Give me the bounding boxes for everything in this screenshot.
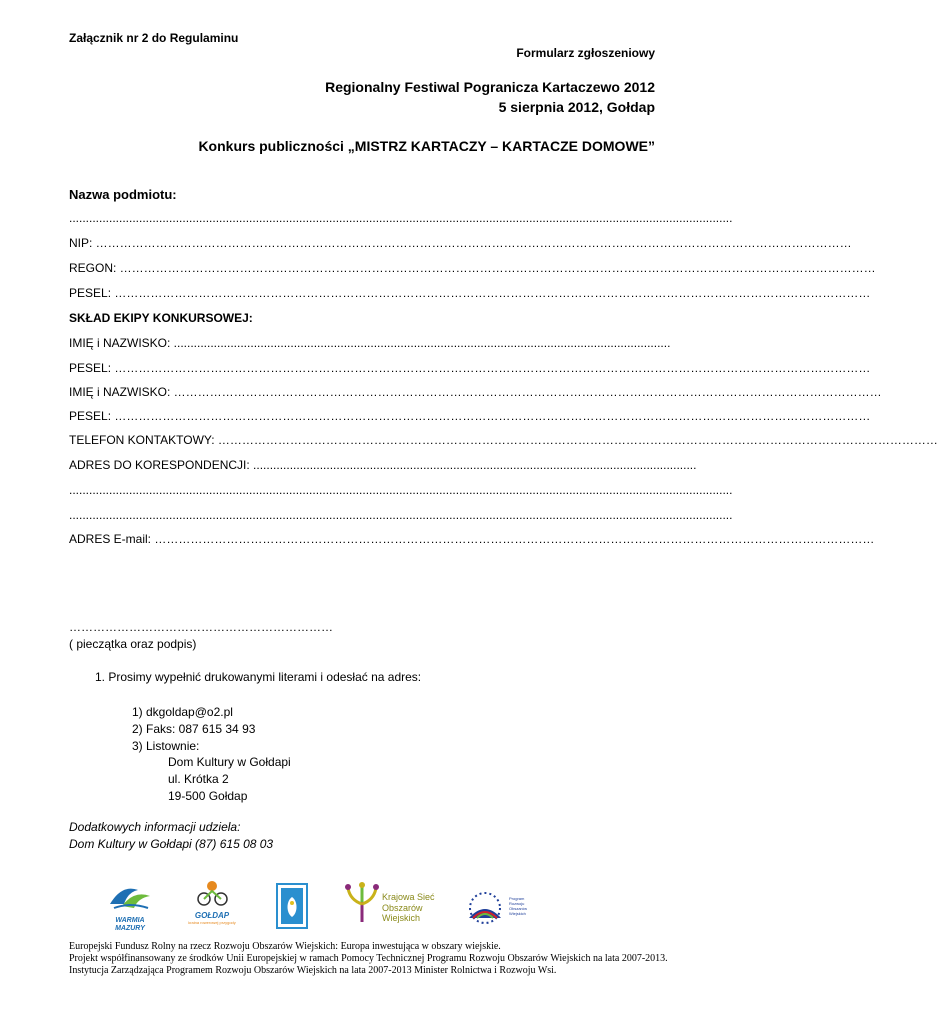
- prow-label: Program Rozwoju Obszarów Wiejskich: [509, 896, 528, 916]
- phone-field[interactable]: TELEFON KONTAKTOWY: ………………………………………………………………………………………………………………………………………………………………: [69, 433, 938, 447]
- member2-name-field[interactable]: IMIĘ i NAZWISKO: ……………………………………………………………………………………………………………………………………………………………: [69, 385, 882, 399]
- footer-line-2: Projekt współfinansowany ze środków Unii Europejskiej w ramach Pomocy Technicznej Programu Rozwoju Obszarów Wiejskich na lata 2007-2013.: [69, 953, 668, 964]
- goldap-logo: [188, 880, 236, 932]
- address-line-3[interactable]: .......................................................................................................................................................................................................: [69, 508, 733, 522]
- leader-logo: [276, 883, 308, 929]
- warmia-mazury-logo: [104, 880, 156, 932]
- ksow-logo: [344, 882, 448, 930]
- email-label: ADRES E-mail:: [69, 532, 155, 546]
- prow-logo: [463, 890, 539, 928]
- option-mail: 3) Listownie:: [132, 739, 200, 753]
- address-line-street: ul. Krótka 2: [168, 772, 229, 786]
- festival-title: Regionalny Festiwal Pogranicza Kartaczewo 2012: [325, 79, 655, 95]
- info-heading: Dodatkowych informacji udziela:: [69, 820, 241, 834]
- team-heading: SKŁAD EKIPY KONKURSOWEJ:: [69, 311, 253, 325]
- footer-line-3: Instytucja Zarządzająca Programem Rozwoju Obszarów Wiejskich na lata 2007-2013 Minister Rolnictwa i Rozwoju Wsi.: [69, 965, 557, 976]
- pesel-label: PESEL:: [69, 286, 115, 300]
- address-line-name: Dom Kultury w Gołdapi: [168, 755, 291, 769]
- address-line-2[interactable]: .......................................................................................................................................................................................................: [69, 483, 733, 497]
- warmia-label: WARMIA MAZURY: [115, 917, 145, 932]
- member1-name-label: IMIĘ i NAZWISKO:: [69, 336, 174, 350]
- address-field[interactable]: ADRES DO KORESPONDENCJI: .....................................................................................................................................: [69, 458, 697, 472]
- form-type: Formularz zgłoszeniowy: [516, 46, 655, 60]
- phone-label: TELEFON KONTAKTOWY:: [69, 433, 218, 447]
- regon-field[interactable]: REGON: ………………………………………………………………………………………………………………………………………………………………………: [69, 261, 876, 275]
- contest-title: Konkurs publiczności „MISTRZ KARTACZY – KARTACZE DOMOWE”: [198, 138, 655, 154]
- ksow-label-2: Obszarów Wiejskich: [382, 903, 423, 923]
- nip-label: NIP:: [69, 236, 96, 250]
- instruction-item: 1. Prosimy wypełnić drukowanymi literami i odesłać na adres:: [95, 670, 422, 684]
- signature-line[interactable]: …………………………………………………………: [69, 620, 333, 634]
- info-contact: Dom Kultury w Gołdapi (87) 615 08 03: [69, 837, 274, 851]
- option-email[interactable]: 1) dkgoldap@o2.pl: [132, 705, 233, 719]
- footer-line-1: Europejski Fundusz Rolny na rzecz Rozwoju Obszarów Wiejskich: Europa inwestująca w obszary wiejskie.: [69, 941, 501, 952]
- entity-line[interactable]: .......................................................................................................................................................................................................: [69, 211, 733, 225]
- signature-caption: ( pieczątka oraz podpis): [69, 637, 197, 651]
- festival-date: 5 sierpnia 2012, Gołdap: [498, 99, 655, 115]
- option-fax: 2) Faks: 087 615 34 93: [132, 722, 256, 736]
- pesel-field[interactable]: PESEL: ………………………………………………………………………………………………………………………………………………………………………: [69, 286, 871, 300]
- address-label: ADRES DO KORESPONDENCJI:: [69, 458, 254, 472]
- regon-label: REGON:: [69, 261, 120, 275]
- goldap-label: GOŁDAP: [194, 911, 230, 920]
- member2-pesel-field[interactable]: PESEL: ………………………………………………………………………………………………………………………………………………………………………: [69, 409, 871, 423]
- member2-name-label: IMIĘ i NAZWISKO:: [69, 385, 174, 399]
- attachment-note: Załącznik nr 2 do Regulaminu: [69, 31, 239, 45]
- address-line-city: 19-500 Gołdap: [168, 789, 248, 803]
- member2-pesel-label: PESEL:: [69, 409, 115, 423]
- email-field[interactable]: ADRES E-mail: ………………………………………………………………………………………………………………………………………………………………: [69, 532, 875, 546]
- ksow-label-1: Krajowa Sieć: [382, 892, 435, 902]
- member1-pesel-label: PESEL:: [69, 361, 115, 375]
- goldap-sublabel: kraina rowerowej przygody: [188, 920, 236, 925]
- entity-label: Nazwa podmiotu:: [69, 187, 177, 202]
- nip-field[interactable]: NIP: ………………………………………………………………………………………………………………………………………………………………………: [69, 236, 852, 250]
- member1-pesel-field[interactable]: PESEL: ………………………………………………………………………………………………………………………………………………………………………: [69, 361, 871, 375]
- member1-name-field[interactable]: IMIĘ i NAZWISKO: .....................................................................................................................................................: [69, 336, 671, 350]
